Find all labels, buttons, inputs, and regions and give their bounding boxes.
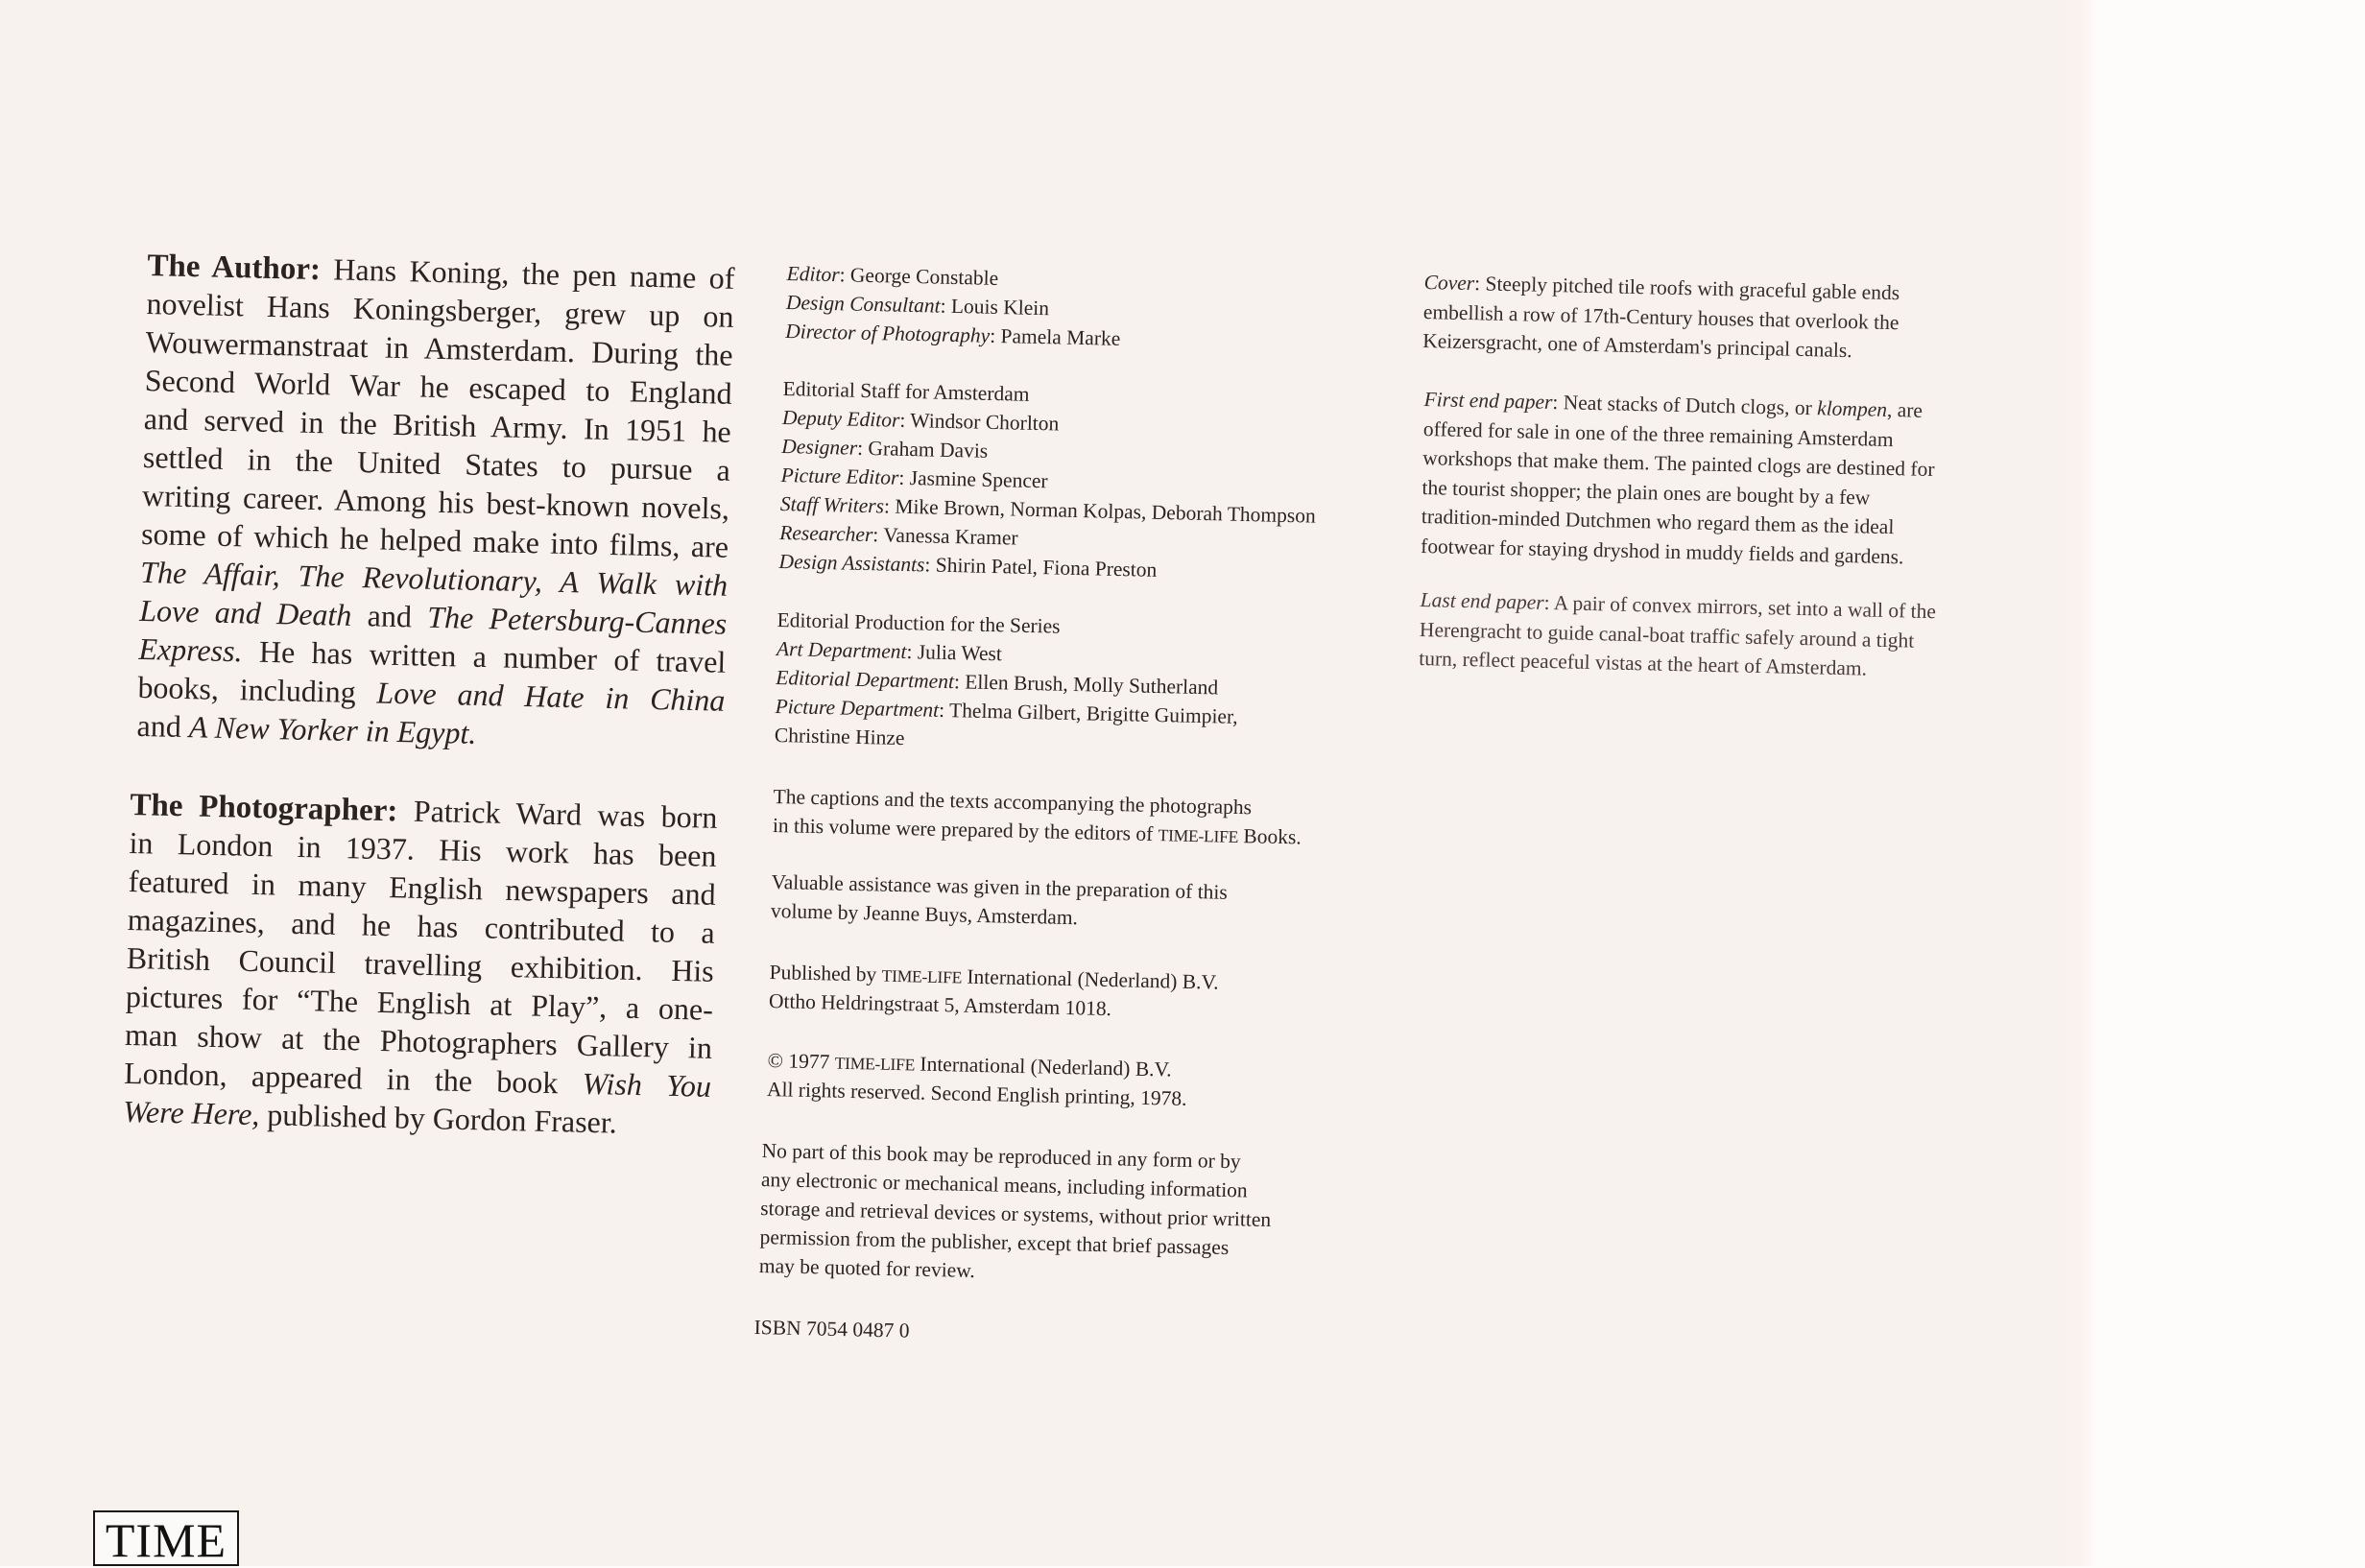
last-end-paper-caption: Last end paper: A pair of convex mirrors, set into a wall of the Herengracht to guide canal-boat traffic safely around a tight turn, reflect peaceful vistas at the heart of Amsterdam. bbox=[1419, 587, 1937, 680]
isbn: ISBN 7054 0487 0 bbox=[753, 1315, 910, 1342]
captions-note: The captions and the texts accompanying the photographs in this volume were prepared by the editors of TIME-LIFE Books. bbox=[772, 784, 1302, 849]
production-heading: Editorial Production for the Series bbox=[776, 607, 1061, 638]
staff-heading: Editorial Staff for Amsterdam bbox=[782, 376, 1030, 406]
credit-line: Deputy Editor: Windsor Chorlton bbox=[781, 405, 1060, 436]
credit-line: Art Department: Julia West bbox=[776, 636, 1003, 666]
credit-line: Design Consultant: Louis Klein bbox=[785, 290, 1050, 321]
credits-staff bbox=[778, 374, 1319, 588]
credit-line: Design Assistants: Shirin Patel, Fiona Preston bbox=[778, 549, 1158, 582]
credits-top bbox=[785, 259, 1122, 353]
copyright-note: © 1977 TIME-LIFE International (Nederland) B.V. All rights reserved. Second English printing, 1978. bbox=[766, 1048, 1187, 1110]
assistance-note: Valuable assistance was given in the preparation of this volume by Jeanne Buys, Amsterdam. bbox=[770, 869, 1229, 930]
credit-line: Picture Editor: Jasmine Spencer bbox=[780, 463, 1048, 493]
credit-line: Editor: George Constable bbox=[786, 261, 999, 290]
credits-production: Editorial Production for the Series Art Department: Julia West Editorial Department: Ellen Brush, Molly Sutherland Picture Department: Thelma Gilbert, Brigitte Guimpier, Christine Hinze bbox=[775, 606, 1240, 760]
credit-line: Researcher: Vanessa Kramer bbox=[778, 520, 1018, 550]
first-end-paper-caption: First end paper: Neat stacks of Dutch clogs, or klompen, are offered for sale in one of the three remaining Amsterdam workshops that make them. The painted clogs are destined for the tourist shopper; the plain ones are bought by a few tradition-minded Dutchmen who regard them as the ideal footwear for staying dryshod in muddy fields and gardens. bbox=[1420, 387, 1935, 568]
credit-line: Editorial Department: Ellen Brush, Molly Sutherland bbox=[776, 665, 1219, 700]
page-edge bbox=[2064, 0, 2096, 1566]
credit-line: Picture Department: Thelma Gilbert, Brigitte Guimpier, bbox=[775, 694, 1238, 728]
photographer-bio: The Photographer: Patrick Ward was born in London in 1937. His work has been featured in many English newspapers and magazines, and he has contributed to a British Council travelling exhibition. His pictures for “The English at Play”, a one- man show at the Photographers Gallery in London, appeared in the book Wish You Were Here, published by Gordon Fraser. bbox=[122, 787, 718, 1140]
cover-caption: Cover: Steeply pitched tile roofs with graceful gable ends embellish a row of 17th-Century houses that overlook the Keizersgracht, one of Amsterdam's principal canals. bbox=[1422, 270, 1900, 363]
credit-line: Designer: Graham Davis bbox=[781, 434, 989, 463]
time-logo: TIME bbox=[93, 1510, 239, 1566]
credit-line: Director of Photography: Pamela Marke bbox=[785, 319, 1121, 350]
rights-note: No part of this book may be reproduced in any form or by any electronic or mechanical means, including information storage and retrieval devices or systems, without prior written permission from the publisher, except that brief passages may be quoted for review. bbox=[758, 1138, 1272, 1283]
photographer-heading: The Photographer: bbox=[130, 787, 398, 829]
author-heading: The Author: bbox=[147, 248, 322, 288]
author-bio: The Author: Hans Koning, the pen name of novelist Hans Koningsberger, grew up on Wouwermanstraat in Amsterdam. During the Second World War he escaped to England and served in the British Army. In 1951 he settled in the United States to pursue a writing career. Among his best-known novels, some of which he helped make into films, are The Affair, The Revolutionary, A Walk with Love and Death and The Petersburg-Cannes Express. He has written a number of travel books, including Love and Hate in China and A New Yorker in Egypt. bbox=[136, 248, 735, 750]
credit-line: Staff Writers: Mike Brown, Norman Kolpas, Deborah Thompson bbox=[779, 491, 1317, 528]
publisher-note: Published by TIME-LIFE International (Nederland) B.V. Ottho Heldringstraat 5, Amsterdam 1018. bbox=[768, 960, 1219, 1021]
